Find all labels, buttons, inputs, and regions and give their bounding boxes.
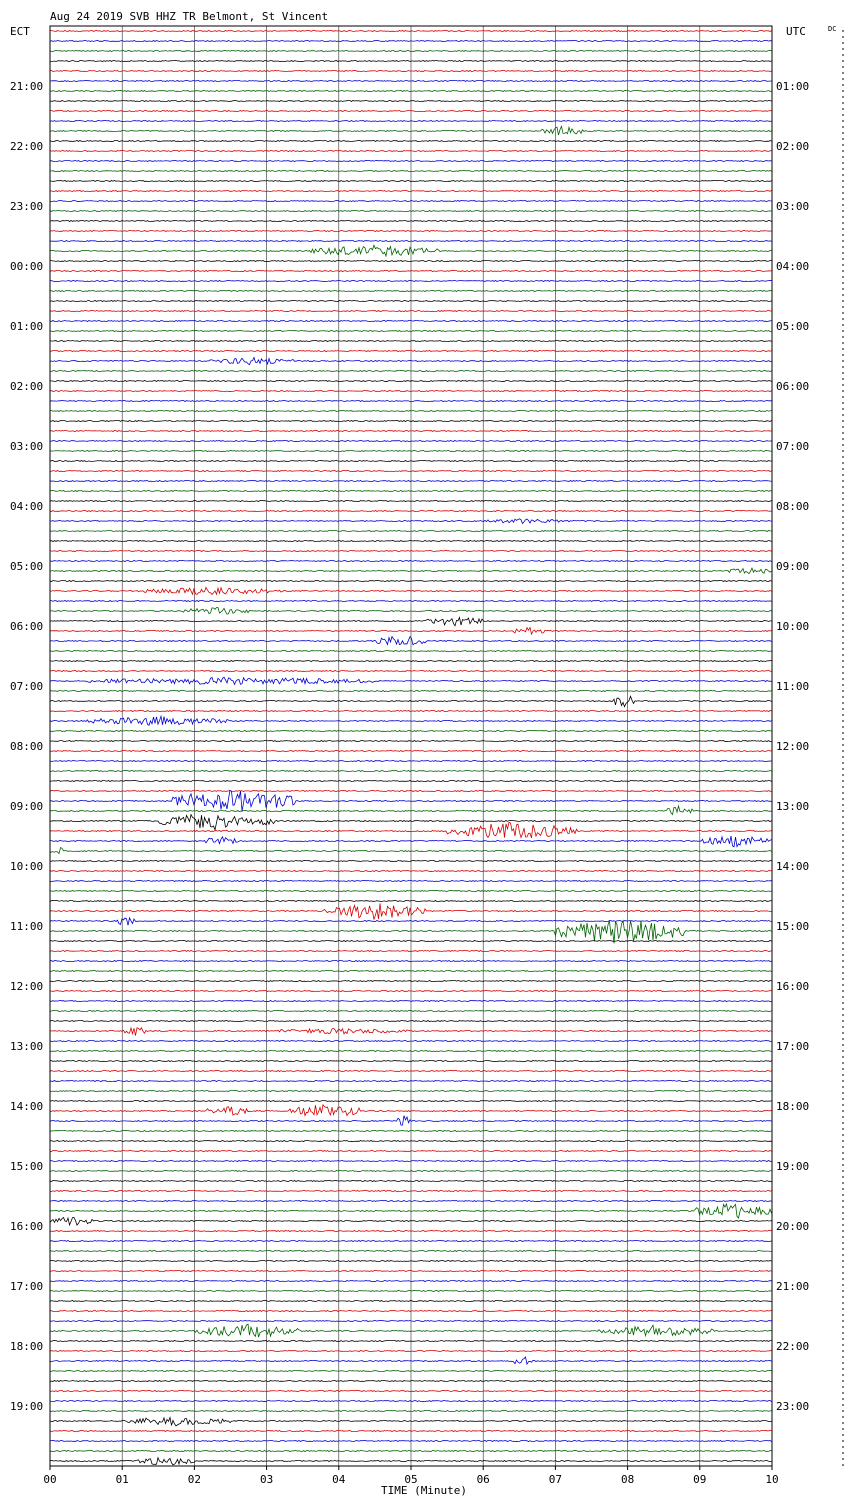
right-hour-label: 17:00 [776,1040,810,1053]
left-hour-label: 15:00 [10,1160,44,1173]
right-hour-label: 06:00 [776,380,810,393]
x-tick-label: 07 [548,1473,563,1486]
x-tick-label: 10 [765,1473,779,1486]
left-hour-label: 12:00 [10,980,44,993]
right-hour-label: 20:00 [776,1220,810,1233]
right-hour-label: 09:00 [776,560,810,573]
left-hour-label: 13:00 [10,1040,44,1053]
left-axis-label: ECT [10,25,30,38]
right-hour-label: 23:00 [776,1400,810,1413]
chart-title: Aug 24 2019 SVB HHZ TR Belmont, St Vincent [50,10,329,23]
x-tick-label: 03 [259,1473,274,1486]
left-hour-label: 16:00 [10,1220,44,1233]
right-hour-label: 10:00 [776,620,810,633]
left-hour-label: 07:00 [10,680,44,693]
right-hour-label: 03:00 [776,200,810,213]
corner-label: DC [828,25,837,33]
x-tick-label: 09 [693,1473,707,1486]
right-hour-label: 08:00 [776,500,810,513]
left-hour-label: 19:00 [10,1400,44,1413]
right-hour-label: 12:00 [776,740,810,753]
left-hour-label: 23:00 [10,200,44,213]
right-hour-label: 04:00 [776,260,810,273]
right-hour-label: 21:00 [776,1280,810,1293]
left-hour-label: 04:00 [10,500,44,513]
left-hour-label: 02:00 [10,380,44,393]
right-hour-label: 02:00 [776,140,810,153]
right-axis-label: UTC [786,25,806,38]
left-hour-label: 03:00 [10,440,44,453]
x-tick-label: 08 [620,1473,635,1486]
x-axis-label: TIME (Minute) [380,1484,468,1497]
right-hour-label: 11:00 [776,680,810,693]
left-hour-label: 14:00 [10,1100,44,1113]
left-hour-label: 08:00 [10,740,44,753]
right-hour-label: 22:00 [776,1340,810,1353]
trace-line-4 [50,71,772,72]
left-hour-label: 05:00 [10,560,44,573]
right-hour-label: 05:00 [776,320,810,333]
left-hour-label: 10:00 [10,860,44,873]
right-hour-label: 15:00 [776,920,810,933]
right-hour-label: 01:00 [776,80,810,93]
left-hour-label: 17:00 [10,1280,44,1293]
right-hour-label: 16:00 [776,980,810,993]
left-hour-label: 01:00 [10,320,44,333]
left-hour-label: 11:00 [10,920,44,933]
right-hour-label: 14:00 [776,860,810,873]
left-hour-label: 18:00 [10,1340,44,1353]
x-tick-label: 01 [115,1473,129,1486]
left-hour-label: 06:00 [10,620,44,633]
right-hour-label: 13:00 [776,800,810,813]
left-hour-label: 21:00 [10,80,44,93]
right-hour-label: 07:00 [776,440,810,453]
right-hour-label: 19:00 [776,1160,810,1173]
x-tick-label: 00 [43,1473,57,1486]
x-tick-label: 02 [187,1473,202,1486]
left-hour-label: 22:00 [10,140,44,153]
right-hour-label: 18:00 [776,1100,810,1113]
trace-line-42 [50,451,772,452]
left-hour-label: 09:00 [10,800,44,813]
x-tick-label: 05 [404,1473,418,1486]
x-tick-label: 04 [332,1473,346,1486]
x-tick-label: 06 [476,1473,490,1486]
left-hour-label: 00:00 [10,260,44,273]
